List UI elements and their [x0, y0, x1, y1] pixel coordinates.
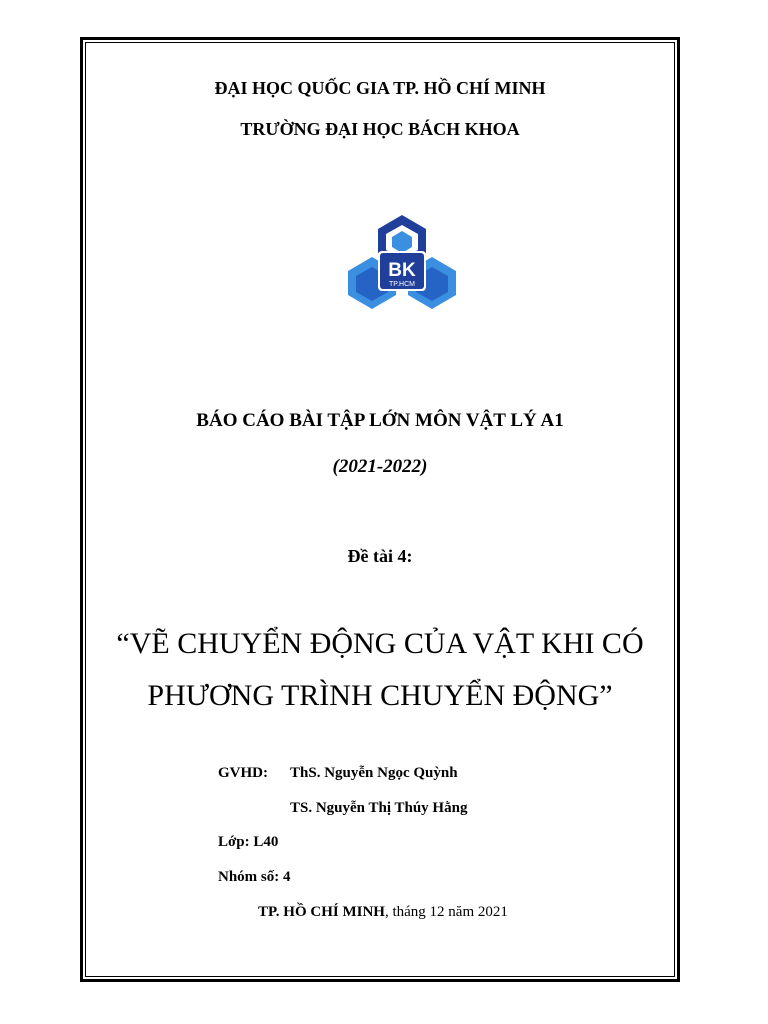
- group-info: Nhóm số: 4: [218, 869, 291, 885]
- topic-title-line-1: “VẼ CHUYỂN ĐỘNG CỦA VẬT KHI CÓ: [116, 627, 644, 660]
- advisor-label: GVHD:: [218, 765, 268, 781]
- advisor-1: ThS. Nguyễn Ngọc Quỳnh: [290, 765, 458, 781]
- topic-title-line-2: PHƯƠNG TRÌNH CHUYỂN ĐỘNG”: [147, 679, 613, 712]
- report-title: BÁO CÁO BÀI TẬP LỚN MÔN VẬT LÝ A1: [196, 410, 564, 431]
- advisor-2: TS. Nguyễn Thị Thúy Hằng: [290, 800, 468, 816]
- report-year: (2021-2022): [332, 456, 428, 477]
- bk-logo-icon: [348, 215, 456, 309]
- place: TP. HỒ CHÍ MINH: [258, 904, 385, 920]
- topic-title: [80, 618, 680, 722]
- logo-subtext: TP.HCM: [389, 281, 415, 288]
- page-border-inner: [85, 42, 675, 977]
- university-name: ĐẠI HỌC QUỐC GIA TP. HỒ CHÍ MINH: [214, 78, 546, 98]
- topic-label: Đề tài 4:: [347, 546, 413, 566]
- faculty-name: TRƯỜNG ĐẠI HỌC BÁCH KHOA: [240, 119, 520, 139]
- place-date: [258, 904, 508, 921]
- class-info: Lớp: L40: [218, 834, 279, 850]
- date: , tháng 12 năm 2021: [384, 904, 508, 920]
- logo-text: BK: [388, 260, 416, 281]
